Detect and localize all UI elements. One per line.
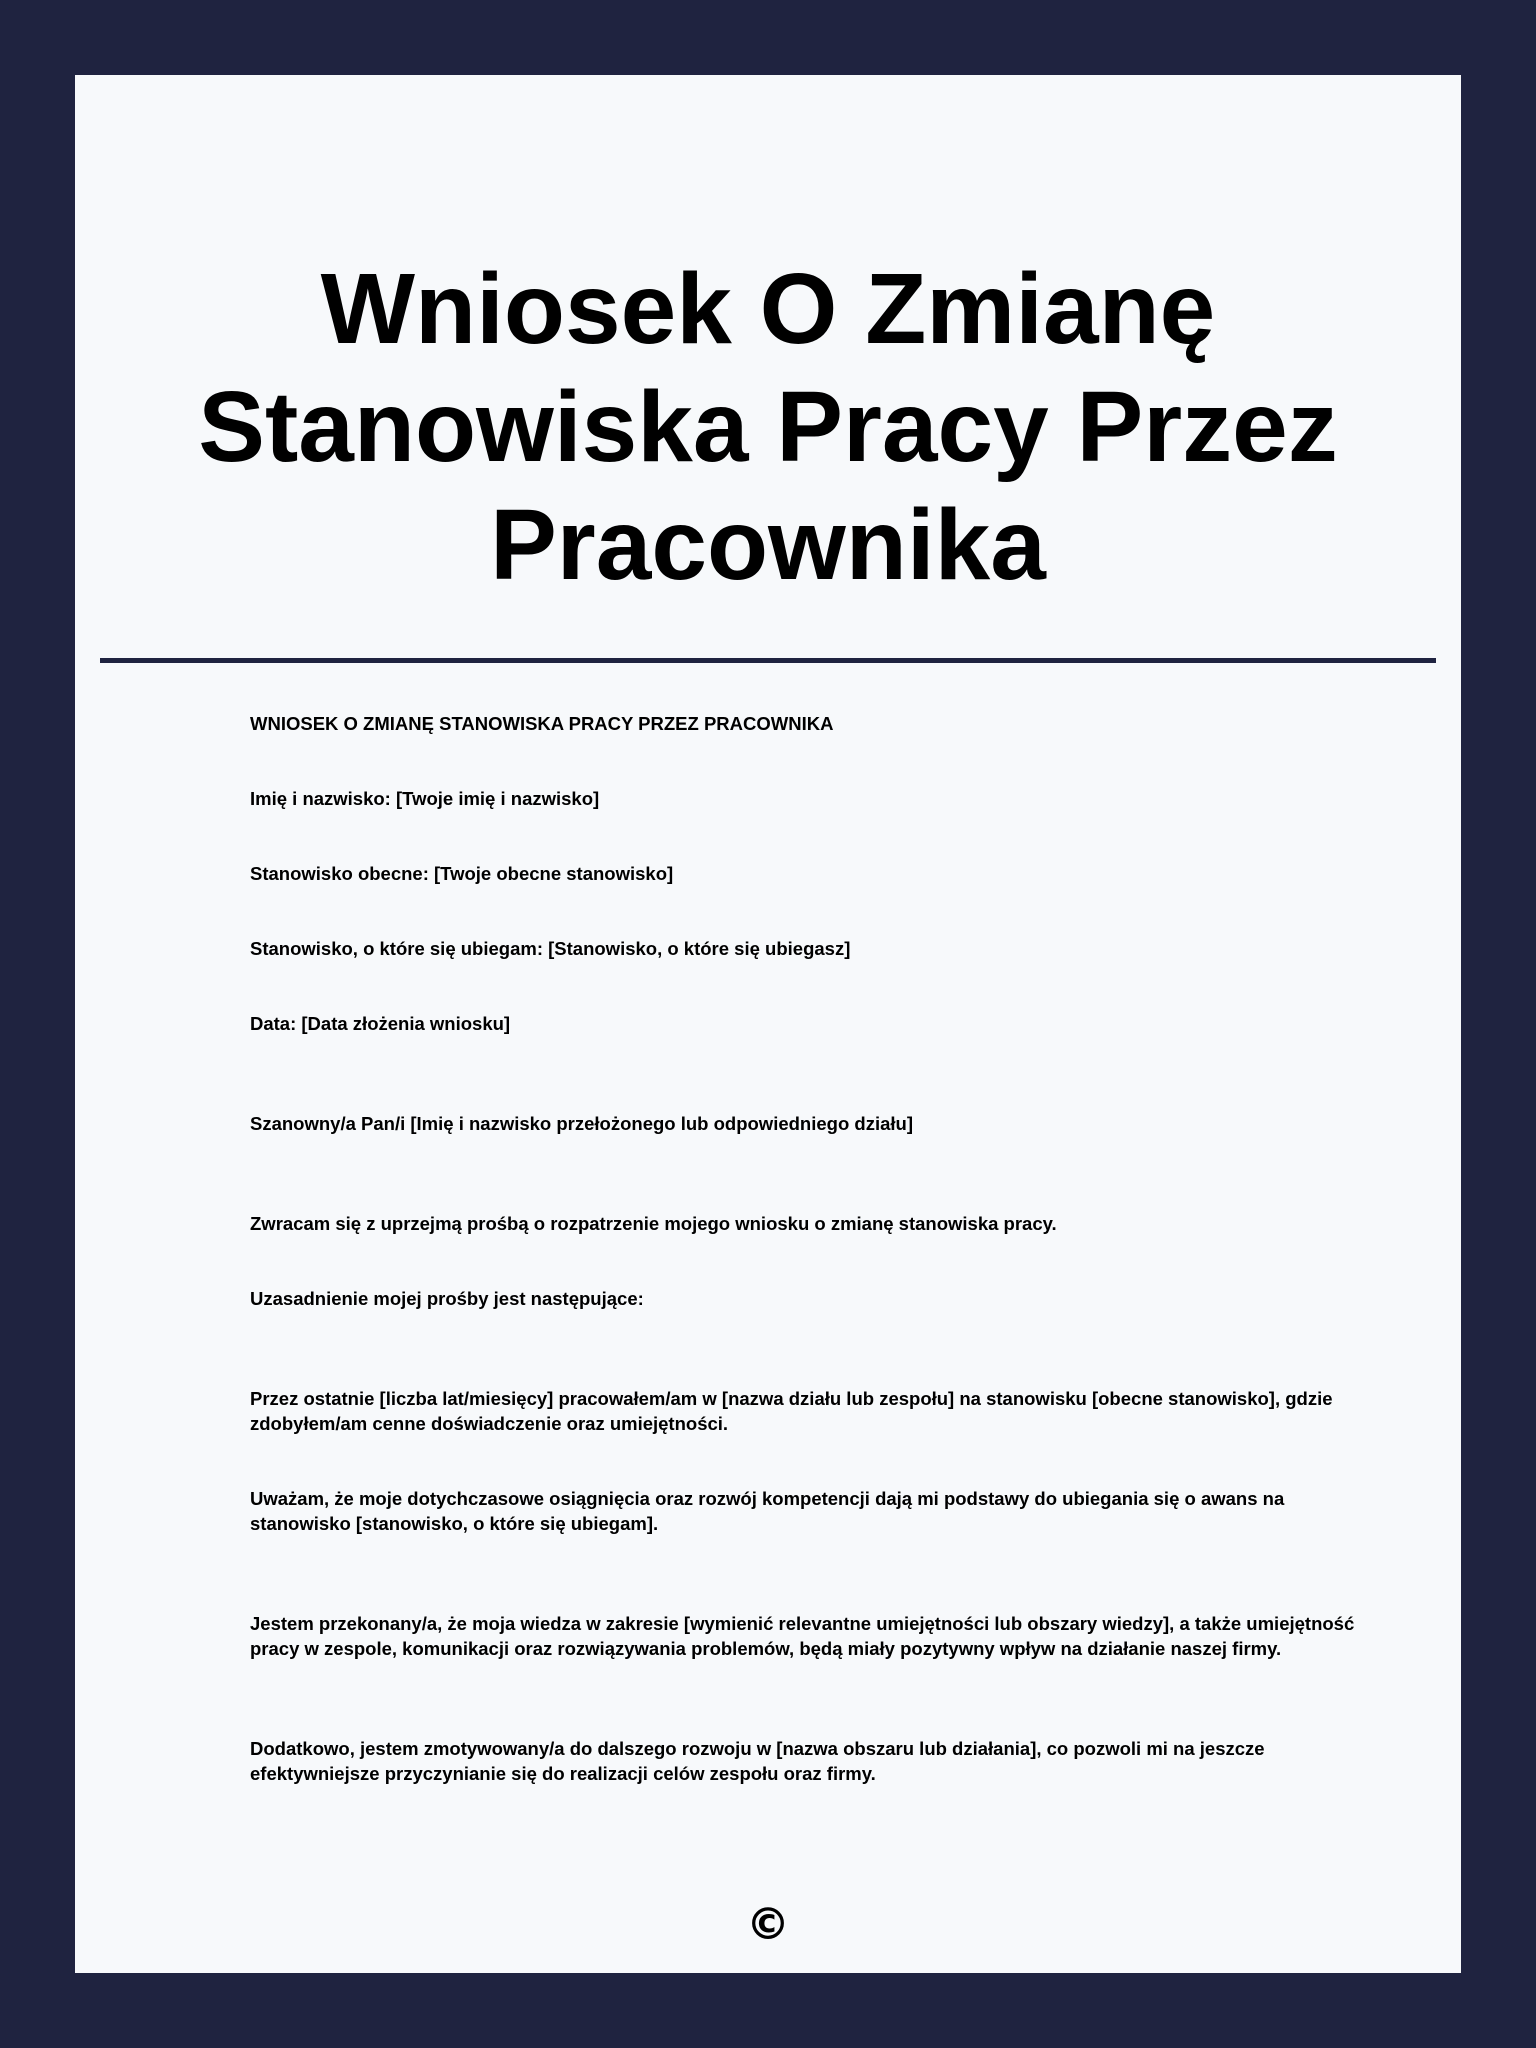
- field-name: Imię i nazwisko: [Twoje imię i nazwisko]: [250, 788, 600, 809]
- document-page: [75, 75, 1461, 1973]
- field-current-position: Stanowisko obecne: [Twoje obecne stanowisko]: [250, 863, 674, 884]
- field-desired-position: Stanowisko, o które się ubiegam: [Stanowisko, o które się ubiegasz]: [250, 938, 851, 959]
- document-title: Wniosek O Zmianę Stanowiska Pracy Przez Pracownika: [198, 253, 1338, 601]
- salutation: Szanowny/a Pan/i [Imię i nazwisko przełożonego lub odpowiedniego działu]: [250, 1113, 913, 1134]
- paragraph-experience: Przez ostatnie [liczba lat/miesięcy] pracowałem/am w [nazwa działu lub zespołu] na stanowisku [obecne stanowisko], gdzie zdobyłem/am cenne doświadczenie oraz umiejętności.: [250, 1388, 1333, 1434]
- paragraph-request: Zwracam się z uprzejmą prośbą o rozpatrzenie mojego wniosku o zmianę stanowiska pracy.: [250, 1213, 1057, 1234]
- paragraph-motivation: Dodatkowo, jestem zmotywowany/a do dalszego rozwoju w [nazwa obszaru lub działania], co pozwoli mi na jeszcze efektywniejsze przyczynianie się do realizacji celów zespołu oraz firmy.: [250, 1738, 1265, 1784]
- document-heading: WNIOSEK O ZMIANĘ STANOWISKA PRACY PRZEZ PRACOWNIKA: [250, 713, 834, 734]
- title-divider: [100, 658, 1436, 663]
- copyright-icon: ©: [746, 1899, 790, 1950]
- paragraph-achievements: Uważam, że moje dotychczasowe osiągnięcia oraz rozwój kompetencji dają mi podstawy do ubiegania się o awans na stanowisko [stanowisko, o które się ubiegam].: [250, 1488, 1285, 1534]
- field-date: Data: [Data złożenia wniosku]: [250, 1013, 511, 1034]
- paragraph-skills: Jestem przekonany/a, że moja wiedza w zakresie [wymienić relevantne umiejętności lub obszary wiedzy], a także umiejętność pracy w zespole, komunikacji oraz rozwiązywania problemów, będą miały pozytywny wpływ na działanie naszej firmy.: [250, 1613, 1355, 1659]
- paragraph-justification-intro: Uzasadnienie mojej prośby jest następujące:: [250, 1288, 644, 1309]
